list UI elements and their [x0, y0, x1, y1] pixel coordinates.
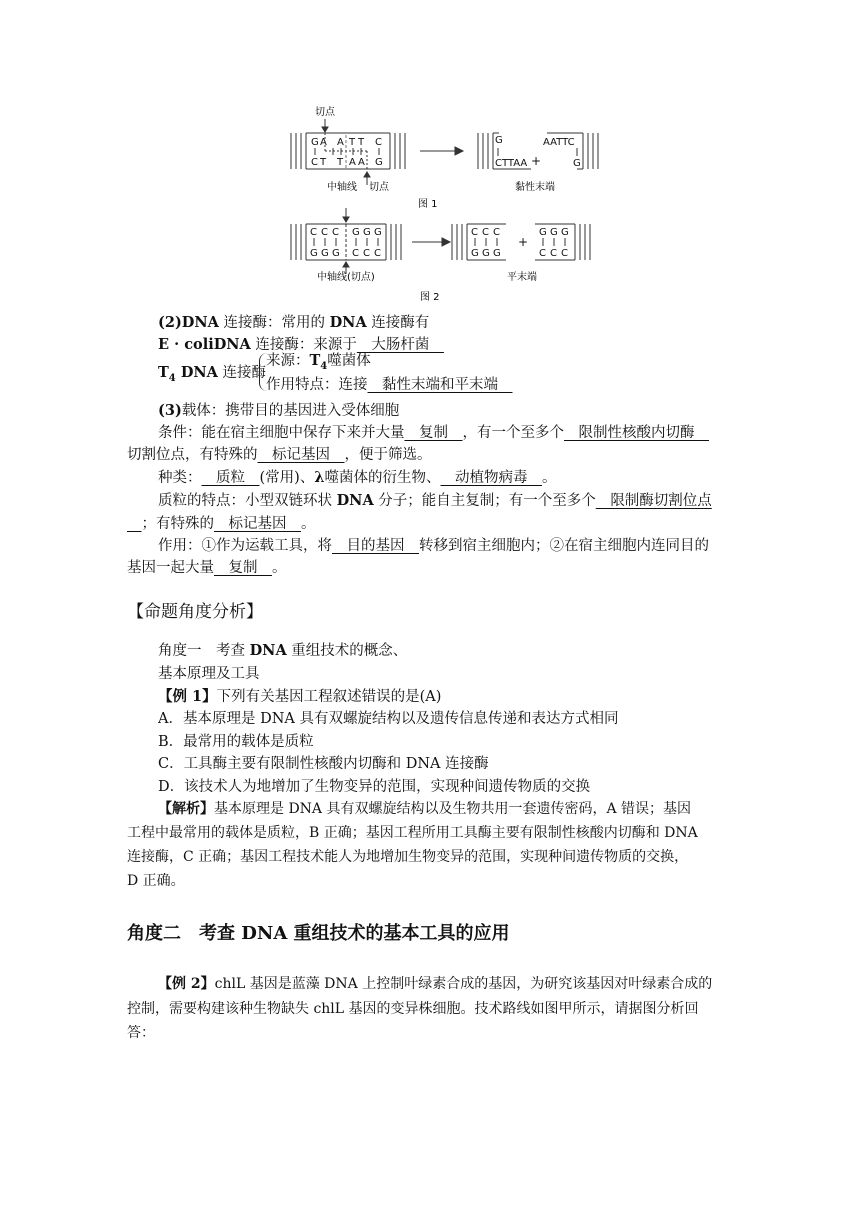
plas2-end: 。	[301, 516, 316, 532]
vector-condition-line-2	[127, 445, 432, 465]
plas-dna: DNA	[336, 492, 374, 509]
ligase-text: 连接酶：常用的	[218, 315, 330, 331]
plasmid-line-1	[158, 491, 712, 511]
cut-point-top-label: 切点	[315, 107, 335, 118]
figure-2	[285, 208, 615, 308]
plas2-text: ；有特殊的	[141, 516, 214, 532]
plas2-answer: __标记基因__	[214, 516, 301, 532]
top-base: G	[352, 227, 360, 238]
vector-use-line-1	[158, 536, 709, 556]
solution-text-1: 基本原理是 DNA 具有双螺旋结构以及生物共用一套遗传密码，A 错误；基因	[214, 801, 692, 817]
top-base: T	[349, 137, 356, 148]
t4-source-phage: 噬菌体	[327, 353, 371, 369]
t4-ligase-text: 连接酶	[217, 365, 267, 381]
blunt-end-label: 平末端	[507, 272, 537, 283]
angle-1-title-line-2: 基本原理及工具	[158, 666, 260, 682]
kind-text: 种类：	[158, 470, 202, 486]
ecoli-name: E · coliDNA	[158, 336, 251, 353]
product-right-top: G	[561, 227, 569, 238]
product-left-bottom: G	[482, 248, 490, 259]
kind-answer-2: __动植物病毒__	[440, 470, 542, 486]
use2-answer: __复制__	[214, 560, 272, 576]
example-2-text-1: chlL 基因是蓝藻 DNA 上控制叶绿素合成的基因，为研究该基因对叶绿素合成的	[214, 976, 713, 992]
cond-text: 条件：能在宿主细胞中保存下来并大量	[158, 425, 405, 441]
bottom-base: C	[363, 248, 370, 259]
bottom-base: C	[374, 248, 381, 259]
top-base: C	[332, 227, 339, 238]
axis-label: 中轴线	[327, 182, 357, 193]
analysis-heading: 【命题角度分析】	[127, 602, 263, 622]
angle1-dna: DNA	[249, 642, 287, 659]
top-base: A	[337, 137, 344, 148]
ecoli-source-answer: __大肠杆菌__	[356, 337, 444, 353]
bottom-base: T	[320, 157, 327, 168]
t4-source-sub: 4	[320, 360, 328, 372]
kind-lambda: λ	[314, 469, 325, 486]
bottom-base: G	[332, 248, 340, 259]
cond-text-2: ，有一个至多个	[462, 425, 564, 441]
vector-kinds-line	[158, 468, 557, 488]
ligase-text-2: 连接酶有	[366, 315, 430, 331]
solution-line-1	[158, 797, 691, 821]
product-right-bottom: C	[550, 248, 557, 259]
example-2-line-2: 控制，需要构建该种生物缺失 chlL 基因的变异株细胞。技术路线如图甲所示，请据图分析回	[127, 1001, 699, 1017]
bottom-base: A	[349, 157, 356, 168]
bottom-base: G	[375, 157, 383, 168]
kind-answer-1: __质粒__	[201, 470, 260, 486]
example-1-tag: 【例 1】	[158, 688, 217, 705]
product-left-bottom: G	[493, 248, 501, 259]
top-base: G	[374, 227, 382, 238]
solution-line-3: 连接酶，C 正确；基因工程技术能人为地增加生物变异的范围，实现种间遗传物质的交换，	[127, 849, 689, 865]
option-a: A．基本原理是 DNA 具有双螺旋结构以及遗传信息传递和表达方式相同	[158, 711, 619, 727]
product-left-top: C	[471, 227, 478, 238]
vector-title	[158, 401, 399, 421]
vector-number: (3)	[158, 402, 182, 419]
use2-end: 。	[272, 560, 287, 576]
t4-source-t: T	[309, 352, 321, 369]
product-left-top: C	[493, 227, 500, 238]
ligase-number: (2)DNA	[158, 314, 219, 331]
figure-1	[285, 105, 615, 215]
product-right-bottom: G	[573, 158, 581, 169]
vector-title-text: 载体：携带目的基因进入受体细胞	[181, 403, 400, 419]
t4-feature-text: 作用特点：连接	[266, 377, 368, 393]
top-base: G	[311, 137, 319, 148]
sticky-end-label: 黏性末端	[515, 182, 555, 193]
vector-condition-line-1	[158, 423, 709, 443]
bottom-base: T	[337, 157, 344, 168]
t4-feature-answer: __黏性末端和平末端__	[367, 377, 513, 393]
ecoli-source-text: 连接酶：来源于	[250, 337, 357, 353]
use-answer: __目的基因__	[332, 538, 419, 554]
option-d: D．该技术人为地增加了生物变异的范围，实现种间遗传物质的交换	[158, 779, 591, 795]
plus-sign: +	[518, 235, 529, 249]
kind-text-3: 噬菌体的衍生物、	[324, 470, 441, 486]
example-1-text: 下列有关基因工程叙述错误的是(A)	[216, 689, 442, 705]
kind-end: 。	[542, 470, 557, 486]
t4-feature-line	[266, 375, 513, 395]
product-left-top: C	[482, 227, 489, 238]
figure-2-caption: 图 2	[420, 292, 440, 303]
use-text-2: 转移到宿主细胞内；②在宿主细胞内连同目的	[419, 538, 709, 554]
t4-t: T	[158, 364, 169, 381]
top-base: C	[375, 137, 382, 148]
plas-text-2: 分子；能自主复制；有一个至多个	[373, 493, 596, 509]
product-right-bottom: C	[539, 248, 546, 259]
product-left-top: G	[495, 135, 503, 146]
top-base: C	[321, 227, 328, 238]
figure-2-diagram	[285, 208, 615, 308]
ligase-intro	[158, 313, 429, 333]
bottom-base: C	[352, 248, 359, 259]
figure-1-diagram	[285, 105, 615, 215]
ligase-dna: DNA	[329, 314, 367, 331]
top-base: T	[358, 137, 365, 148]
product-right-bottom: C	[561, 248, 568, 259]
t4-sub: 4	[168, 372, 176, 384]
cond-answer-2: __限制性核酸内切酶__	[564, 425, 709, 441]
use-text: 作用：①作为运载工具，将	[158, 538, 332, 554]
kind-text-2: (常用)、	[259, 470, 315, 486]
t4-source-line	[266, 351, 371, 377]
option-b: B．最常用的载体是质粒	[158, 734, 314, 750]
product-right-top: AATTC	[543, 137, 575, 148]
cond2-text: 切割位点，有特殊的	[127, 447, 258, 463]
example-2-line-3: 答：	[127, 1025, 155, 1041]
top-base: A	[320, 137, 327, 148]
angle-1-title	[158, 641, 407, 661]
cut-point-bottom-label: 切点	[369, 182, 389, 193]
bottom-base: G	[321, 248, 329, 259]
bottom-base: A	[358, 157, 365, 168]
example-2-line-1	[158, 972, 712, 996]
example-1-question	[158, 687, 441, 707]
option-c: C．工具酶主要有限制性核酸内切酶和 DNA 连接酶	[158, 756, 489, 772]
angle-2-heading: 角度二 考查 DNA 重组技术的基本工具的应用	[127, 923, 510, 944]
plas-text: 质粒的特点：小型双链环状	[158, 493, 337, 509]
product-right-top: G	[539, 227, 547, 238]
solution-line-2: 工程中最常用的载体是质粒，B 正确；基因工程所用工具酶主要有限制性核酸内切酶和 DNA	[127, 825, 698, 841]
angle1-text-2: 重组技术的概念、	[286, 643, 408, 659]
cond-answer-1: __复制__	[404, 425, 463, 441]
bottom-base: C	[311, 157, 318, 168]
figure-1-caption: 图 1	[418, 199, 438, 210]
axis-cut-label: 中轴线(切点)	[317, 272, 375, 283]
t4-dna: DNA	[175, 364, 218, 381]
top-base: C	[310, 227, 317, 238]
product-left-bottom: G	[471, 248, 479, 259]
product-right-top: G	[550, 227, 558, 238]
bottom-base: G	[310, 248, 318, 259]
angle1-text: 角度一 考查	[158, 643, 250, 659]
plas-answer-1: __限制酶切割位点	[595, 493, 712, 509]
t4-ligase-label	[158, 363, 266, 389]
cond2-answer: __标记基因__	[257, 447, 345, 463]
example-2-tag: 【例 2】	[158, 976, 215, 992]
cond2-text-2: ，便于筛选。	[344, 447, 432, 463]
plasmid-line-2	[127, 514, 316, 534]
use2-text: 基因一起大量	[127, 560, 214, 576]
solution-tag: 【解析】	[158, 801, 214, 817]
solution-line-4: D 正确。	[127, 873, 185, 889]
product-left-bottom: CTTAA	[495, 158, 528, 169]
top-base: G	[363, 227, 371, 238]
plus-sign: +	[531, 154, 542, 168]
vector-use-line-2	[127, 558, 287, 578]
t4-source-text: 来源：	[266, 353, 310, 369]
plas-answer-1-end: __	[127, 516, 142, 532]
